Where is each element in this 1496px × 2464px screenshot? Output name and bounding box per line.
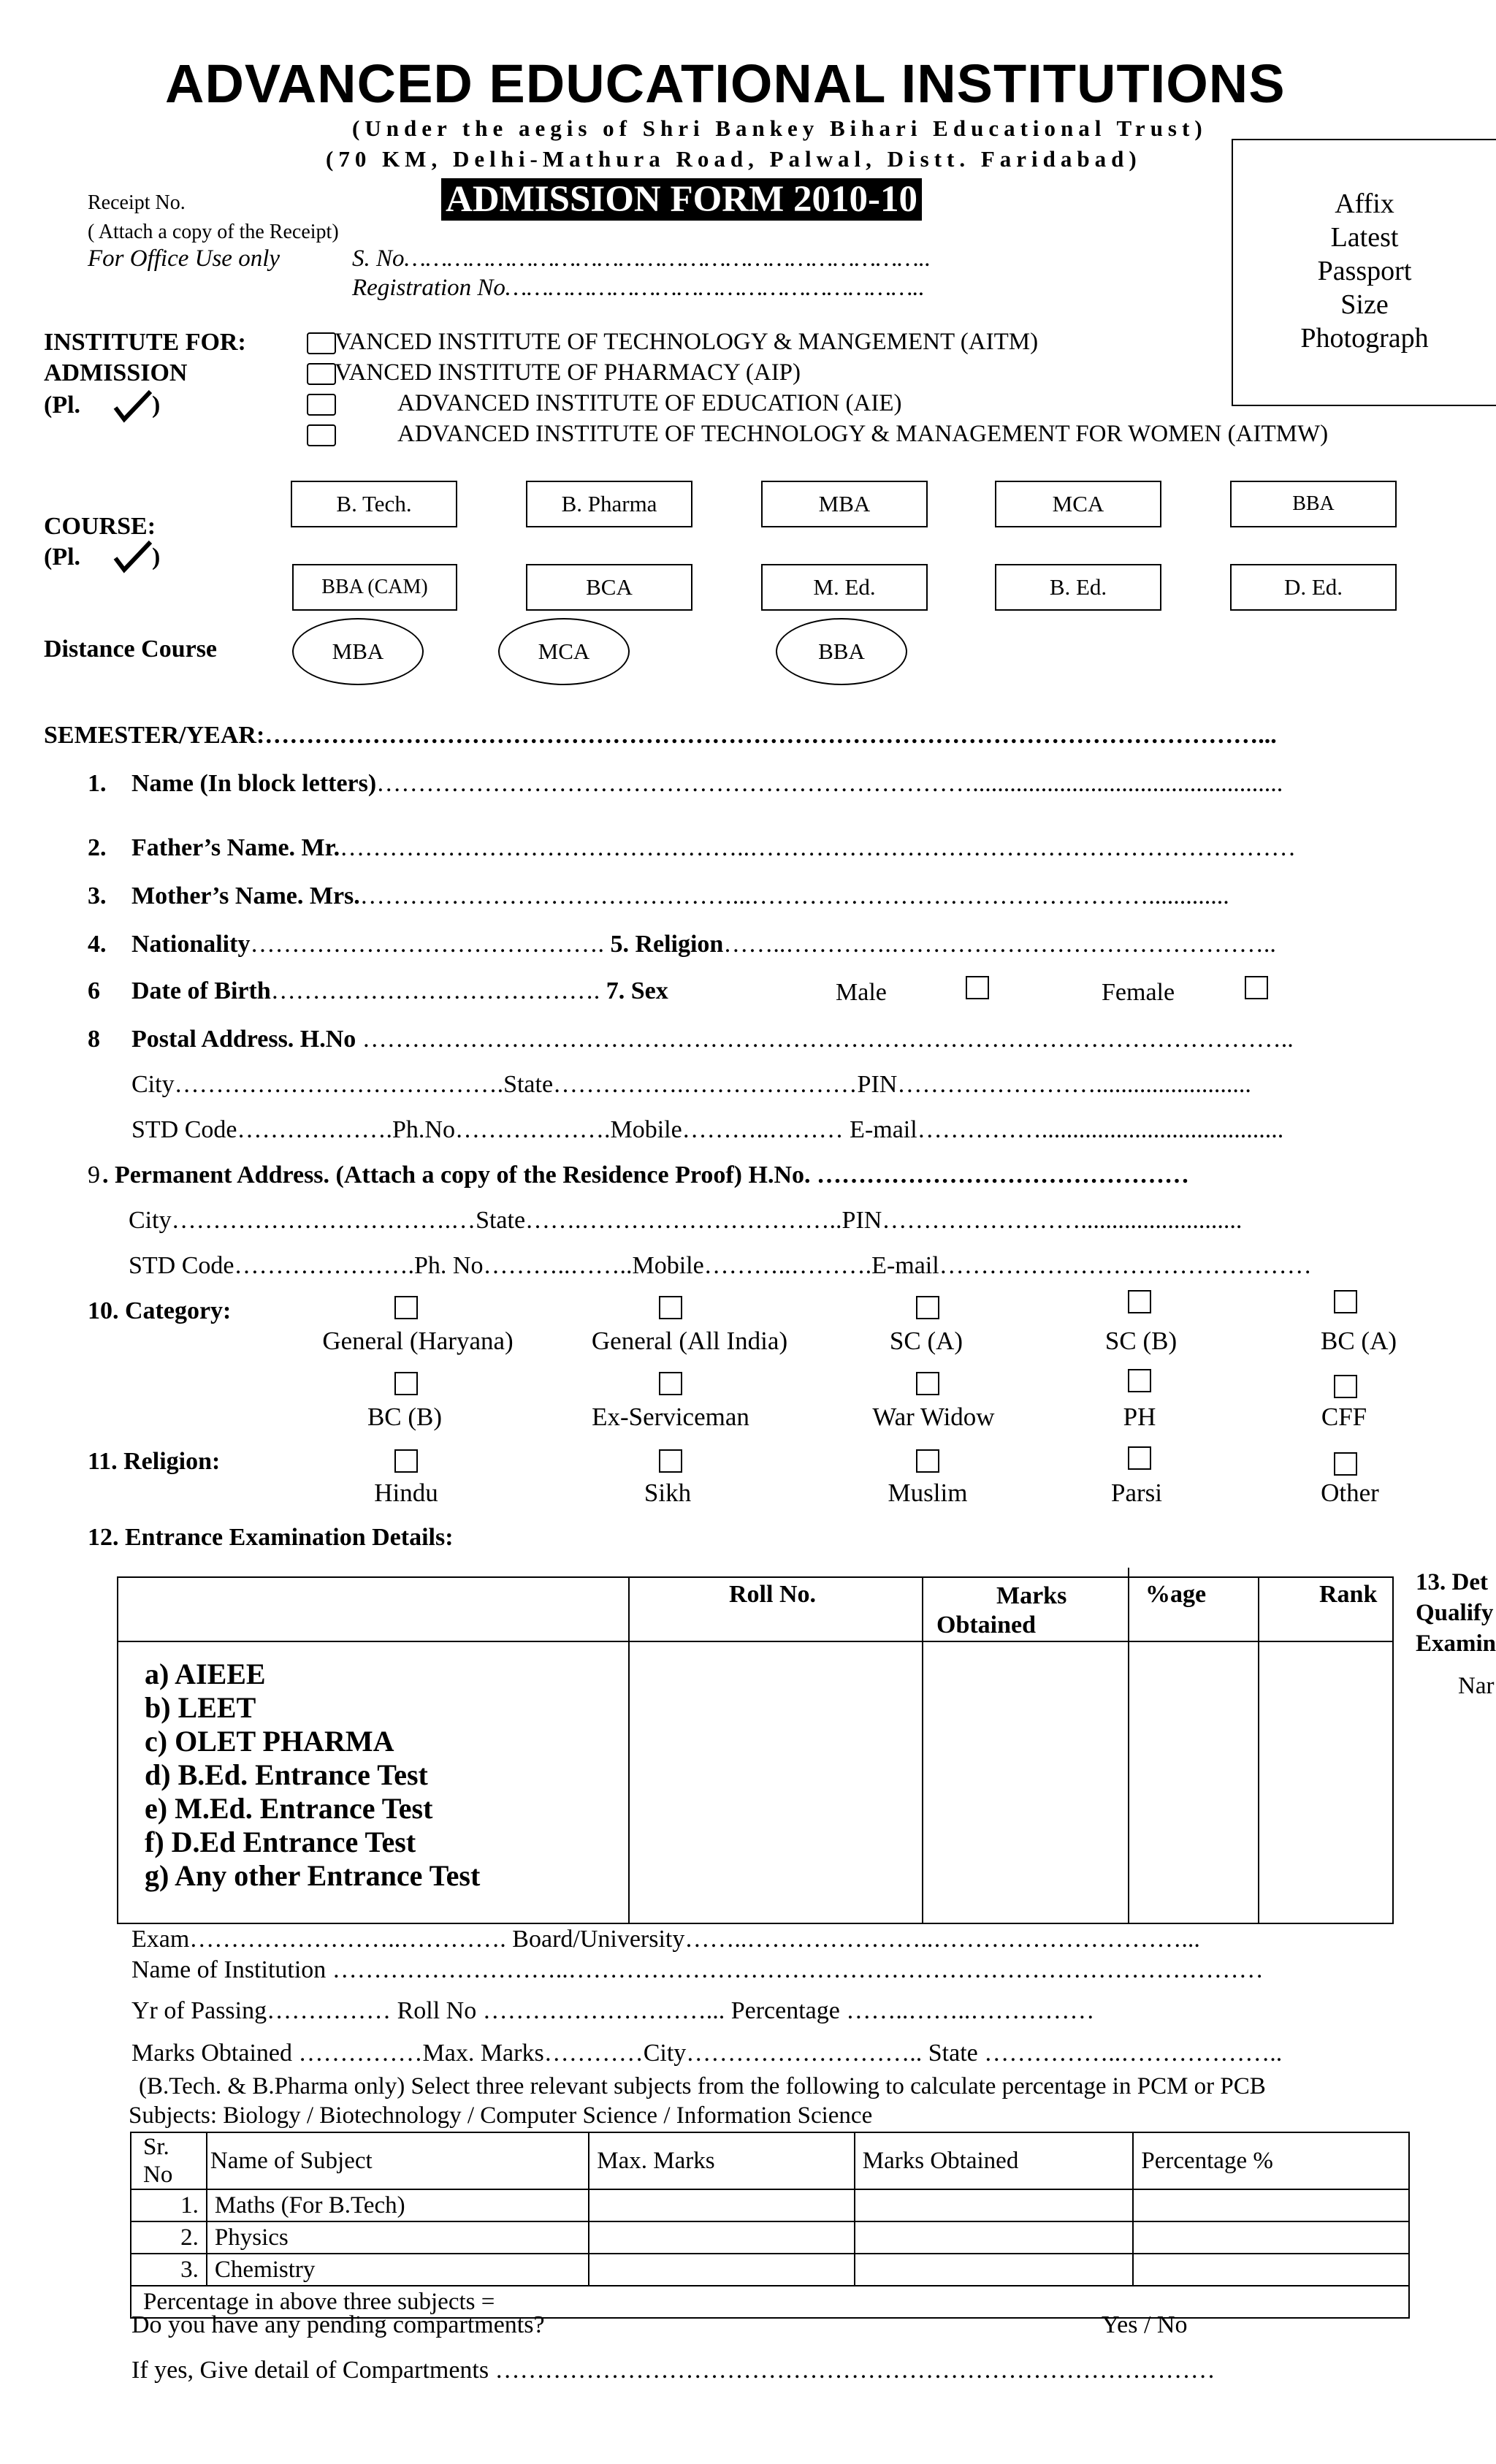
nationality-num: 4. xyxy=(88,931,107,958)
nationality-label: Nationality xyxy=(131,931,251,958)
category-general-allindia-checkbox[interactable] xyxy=(659,1296,682,1319)
aegis-line: (Under the aegis of Shri Bankey Bihari Educational Trust) xyxy=(352,115,1207,141)
institute-aip-label: VANCED INSTITUTE OF PHARMACY (AIP) xyxy=(335,359,801,386)
receipt-note: ( Attach a copy of the Receipt) xyxy=(88,221,339,243)
row-sr: 2. xyxy=(131,2221,207,2254)
category-war-widow-checkbox[interactable] xyxy=(916,1372,939,1395)
header-sr-no: Sr. No xyxy=(131,2132,207,2189)
photo-text-photograph: Photograph xyxy=(1300,323,1429,354)
section13-title: 13. Det xyxy=(1416,1569,1488,1595)
name-field[interactable] xyxy=(131,770,1283,798)
course-bed-box[interactable]: B. Ed. xyxy=(995,564,1161,611)
pcm-note: (B.Tech. & B.Pharma only) Select three relevant subjects from the following to calculate percentage in PCM or PCB xyxy=(139,2073,1266,2099)
course-ded-box[interactable]: D. Ed. xyxy=(1230,564,1397,611)
name-label: Name (In block letters) xyxy=(131,770,377,797)
category-sc-b-label: SC (B) xyxy=(1104,1327,1178,1355)
religion-num-text: 11 xyxy=(88,1448,112,1475)
row-subject: Chemistry xyxy=(207,2254,589,2286)
course-bbacam-box[interactable]: BBA (CAM) xyxy=(292,564,457,611)
entrance-exam-label: 12. Entrance Examination Details: xyxy=(88,1524,454,1551)
header-subject-name: Name of Subject xyxy=(207,2132,589,2189)
mother-dots: ………………………………………...…………………………………………............. xyxy=(359,882,1229,909)
photo-text-latest: Latest xyxy=(1330,222,1399,253)
exam-aieee: a) AIEEE xyxy=(145,1658,266,1690)
sex-label: 7. Sex xyxy=(606,977,668,1004)
header-marks-obtained: Marks Obtained xyxy=(855,2132,1134,2189)
course-tick-label: (Pl. xyxy=(44,543,81,571)
father-label: Father’s Name. Mr. xyxy=(131,834,340,861)
mother-num: 3. xyxy=(88,882,107,909)
table-col-divider xyxy=(628,1576,630,1923)
postal-num: 8 xyxy=(88,1026,100,1053)
table-col-divider xyxy=(1258,1576,1259,1923)
tick-mark-icon xyxy=(111,538,156,576)
male-label: Male xyxy=(836,979,887,1006)
institution-name-field[interactable]: Name of Institution ………………………..………………………………………………………………………… xyxy=(131,1956,1264,1983)
postal-label: Postal Address. H.No xyxy=(131,1026,356,1053)
category-sc-a-checkbox[interactable] xyxy=(916,1296,939,1319)
institution-title: ADVANCED EDUCATIONAL INSTITUTIONS xyxy=(165,53,1286,114)
max-marks-cell[interactable] xyxy=(589,2221,855,2254)
religion-hindu-checkbox[interactable] xyxy=(394,1449,418,1473)
subjects-list: Subjects: Biology / Biotechnology / Computer Science / Information Science xyxy=(129,2102,873,2129)
course-bpharma-box[interactable]: B. Pharma xyxy=(526,481,692,527)
header-rank: Rank xyxy=(1319,1581,1378,1608)
table-row xyxy=(131,2189,1409,2221)
distance-mca-option[interactable]: MCA xyxy=(498,618,630,685)
category-ph-label: PH xyxy=(1123,1403,1156,1431)
exam-ded-entrance: f) D.Ed Entrance Test xyxy=(145,1826,416,1858)
permanent-city-state-pin-field[interactable]: City…………………………….…State…….…………………………..PIN…………………….......................... xyxy=(129,1207,1243,1234)
distance-mba-option[interactable]: MBA xyxy=(292,618,424,685)
female-checkbox[interactable] xyxy=(1245,976,1268,999)
percentage-cell[interactable] xyxy=(1133,2254,1409,2286)
institute-aip-checkbox[interactable] xyxy=(307,363,336,385)
category-cff-label: CFF xyxy=(1321,1403,1367,1431)
category-bc-b-checkbox[interactable] xyxy=(394,1372,418,1395)
photo-text-affix: Affix xyxy=(1335,188,1394,219)
religion-hindu-label: Hindu xyxy=(374,1479,438,1507)
category-sc-b-checkbox[interactable] xyxy=(1128,1290,1151,1313)
header-max-marks: Max. Marks xyxy=(589,2132,855,2189)
row-sr: 1. xyxy=(131,2189,207,2221)
category-bc-a-checkbox[interactable] xyxy=(1334,1290,1357,1313)
religion-parsi-checkbox[interactable] xyxy=(1128,1446,1151,1470)
office-sno-field[interactable]: S. No……………………………………………………………….. xyxy=(352,245,931,272)
section13-name: Nar xyxy=(1458,1673,1495,1699)
institute-label: INSTITUTE FOR: xyxy=(44,329,246,356)
male-checkbox[interactable] xyxy=(966,976,989,999)
section13-line3: Examin xyxy=(1416,1630,1496,1657)
header-marks: Marks xyxy=(996,1582,1067,1609)
postal-city-state-pin-field[interactable]: City………………………………….State…………….…………………PIN……………………......................... xyxy=(131,1071,1251,1098)
name-dots: ……………………………………………………………….................................................. xyxy=(376,770,1283,797)
religion-other-checkbox[interactable] xyxy=(1334,1452,1357,1476)
category-general-haryana-checkbox[interactable] xyxy=(394,1296,418,1319)
table-header-row xyxy=(131,2132,1409,2189)
subjects-table xyxy=(130,2132,1410,2319)
course-med-box[interactable]: M. Ed. xyxy=(761,564,928,611)
photo-text-size: Size xyxy=(1340,289,1389,320)
institute-aitm-checkbox[interactable] xyxy=(307,332,336,354)
admission-label: ADMISSION xyxy=(44,359,188,386)
office-registration-field[interactable]: Registration No………………………………………………….. xyxy=(352,275,925,301)
category-general-allindia-label: General (All India) xyxy=(591,1327,788,1355)
percentage-cell[interactable] xyxy=(1133,2189,1409,2221)
course-mca-box[interactable]: MCA xyxy=(995,481,1161,527)
religion-inline-label: 5. Religion xyxy=(610,931,724,958)
nationality-dots: ……………………………………. xyxy=(250,931,604,958)
postal-phone-email-field[interactable]: STD Code……………….Ph.No……………….Mobile………..……… E-mail……………....................................... xyxy=(131,1116,1284,1143)
father-name-field[interactable] xyxy=(131,834,1296,862)
office-use-label: For Office Use only xyxy=(88,245,280,272)
compartment-question: Do you have any pending compartments? xyxy=(131,2311,545,2338)
table-col-divider xyxy=(1128,1576,1129,1923)
tick-mark-icon xyxy=(111,387,156,425)
institute-aie-label: ADVANCED INSTITUTE OF EDUCATION (AIE) xyxy=(397,390,902,416)
max-marks-cell[interactable] xyxy=(589,2254,855,2286)
compartment-detail-field[interactable]: If yes, Give detail of Compartments …………………………………………………………………………… xyxy=(131,2357,1216,2384)
max-marks-cell[interactable] xyxy=(589,2189,855,2221)
header-percentage: %age xyxy=(1145,1581,1207,1608)
dob-num: 6 xyxy=(88,977,100,1004)
permanent-num: 9 xyxy=(88,1162,100,1189)
course-bba-box[interactable]: BBA xyxy=(1230,481,1397,527)
exam-other-entrance: g) Any other Entrance Test xyxy=(145,1859,481,1892)
course-label: COURSE: xyxy=(44,513,156,540)
postal-address-field[interactable] xyxy=(131,1026,1294,1053)
institute-aitmw-label: ADVANCED INSTITUTE OF TECHNOLOGY & MANAGEMENT FOR WOMEN (AITMW) xyxy=(397,421,1329,447)
exam-olet-pharma: c) OLET PHARMA xyxy=(145,1725,394,1758)
table-row xyxy=(131,2221,1409,2254)
row-subject: Maths (For B.Tech) xyxy=(207,2189,589,2221)
father-num: 2. xyxy=(88,834,107,861)
exam-med-entrance: e) M.Ed. Entrance Test xyxy=(145,1792,433,1825)
marks-obtained-cell[interactable] xyxy=(855,2254,1134,2286)
compartment-yes-no[interactable]: Yes / No xyxy=(1102,2311,1188,2338)
name-num: 1. xyxy=(88,770,107,797)
category-bc-a-label: BC (A) xyxy=(1320,1327,1397,1355)
header-obtained: Obtained xyxy=(936,1611,1037,1639)
category-ex-serviceman-label: Ex-Serviceman xyxy=(592,1403,749,1431)
dob-label: Date of Birth xyxy=(131,977,271,1004)
permanent-address-field[interactable]: . Permanent Address. (Attach a copy of the Residence Proof) H.No. ……………………………………… xyxy=(102,1162,1189,1189)
please-tick-label: (Pl. xyxy=(44,392,81,419)
dob-dots: …………………………………. xyxy=(270,977,600,1004)
religion-num xyxy=(88,1448,220,1476)
nationality-field[interactable] xyxy=(131,931,1276,958)
religion-sikh-checkbox[interactable] xyxy=(659,1449,682,1473)
year-roll-percentage-field[interactable]: Yr of Passing…………… Roll No ………………………... Percentage ……..……..…………… xyxy=(131,1997,1095,2024)
institute-aitmw-checkbox[interactable] xyxy=(307,424,336,446)
header-roll-no: Roll No. xyxy=(729,1581,816,1608)
exam-leet: b) LEET xyxy=(145,1691,256,1724)
mother-label: Mother’s Name. Mrs. xyxy=(131,882,360,909)
course-tick-close: ) xyxy=(152,543,161,571)
row-sr: 3. xyxy=(131,2254,207,2286)
female-label: Female xyxy=(1102,979,1175,1006)
course-mba-box[interactable]: MBA xyxy=(761,481,928,527)
category-ex-serviceman-checkbox[interactable] xyxy=(659,1372,682,1395)
marks-obtained-cell[interactable] xyxy=(855,2189,1134,2221)
postal-dots: ………………………………………………………………………………………………….. xyxy=(362,1026,1294,1053)
section13-line2: Qualify xyxy=(1416,1600,1494,1626)
distance-course-label: Distance Course xyxy=(44,636,218,663)
category-war-widow-label: War Widow xyxy=(872,1403,995,1431)
exam-bed-entrance: d) B.Ed. Entrance Test xyxy=(145,1758,428,1791)
dob-field[interactable] xyxy=(131,977,668,1005)
religion-inline-dots: ……..………….……………………………………….. xyxy=(723,931,1276,958)
marks-obtained-cell[interactable] xyxy=(855,2221,1134,2254)
semester-label: SEMESTER/YEAR:…………………………………………………………………………………………………………... xyxy=(44,722,1277,749)
father-dots: …………………………………………..………………………………………………………… xyxy=(340,834,1297,861)
course-bca-box[interactable]: BCA xyxy=(526,564,692,611)
row-subject: Physics xyxy=(207,2221,589,2254)
category-general-haryana-label: General (Haryana) xyxy=(322,1327,514,1355)
religion-other-label: Other xyxy=(1321,1479,1379,1507)
religion-parsi-label: Parsi xyxy=(1111,1479,1162,1507)
table-col-divider xyxy=(922,1576,923,1923)
header-percentage: Percentage % xyxy=(1133,2132,1409,2189)
semester-field[interactable] xyxy=(44,722,1277,750)
qualifying-exam-board-field[interactable]: Exam……………………..…………. Board/University……..…………………..…………………………... xyxy=(131,1926,1200,1953)
photo-box[interactable] xyxy=(1232,139,1496,406)
percentage-total-label: Percentage in above three subjects = xyxy=(131,2286,1409,2318)
form-title: ADMISSION FORM 2010-10 xyxy=(441,178,922,221)
institute-aitm-label: VANCED INSTITUTE OF TECHNOLOGY & MANGEMENT (AITM) xyxy=(335,329,1039,355)
mother-name-field[interactable] xyxy=(131,882,1229,910)
religion-label: . Religion: xyxy=(111,1448,221,1475)
institute-aie-checkbox[interactable] xyxy=(307,394,336,416)
permanent-phone-email-field[interactable]: STD Code………………….Ph. No………..……..Mobile………..……….E-mail……………………………………… xyxy=(129,1252,1312,1279)
distance-bba-option[interactable]: BBA xyxy=(776,618,907,685)
religion-sikh-label: Sikh xyxy=(644,1479,692,1507)
percentage-cell[interactable] xyxy=(1133,2221,1409,2254)
please-tick-close: ) xyxy=(152,392,161,419)
table-row xyxy=(131,2254,1409,2286)
address-line: (70 KM, Delhi-Mathura Road, Palwal, Distt. Faridabad) xyxy=(326,146,1142,172)
category-cff-checkbox[interactable] xyxy=(1334,1375,1357,1398)
table-header-divider xyxy=(117,1641,1392,1642)
category-sc-a-label: SC (A) xyxy=(889,1327,963,1355)
category-ph-checkbox[interactable] xyxy=(1128,1369,1151,1392)
religion-muslim-checkbox[interactable] xyxy=(916,1449,939,1473)
religion-muslim-label: Muslim xyxy=(888,1479,968,1507)
category-bc-b-label: BC (B) xyxy=(367,1403,443,1431)
marks-city-state-field[interactable]: Marks Obtained ……………Max. Marks…………City……………………….. State ……………..……………….. xyxy=(131,2040,1283,2067)
category-label: 10. Category: xyxy=(88,1297,232,1324)
receipt-label: Receipt No. xyxy=(88,191,186,214)
photo-text-passport: Passport xyxy=(1317,256,1412,286)
course-btech-box[interactable]: B. Tech. xyxy=(291,481,457,527)
